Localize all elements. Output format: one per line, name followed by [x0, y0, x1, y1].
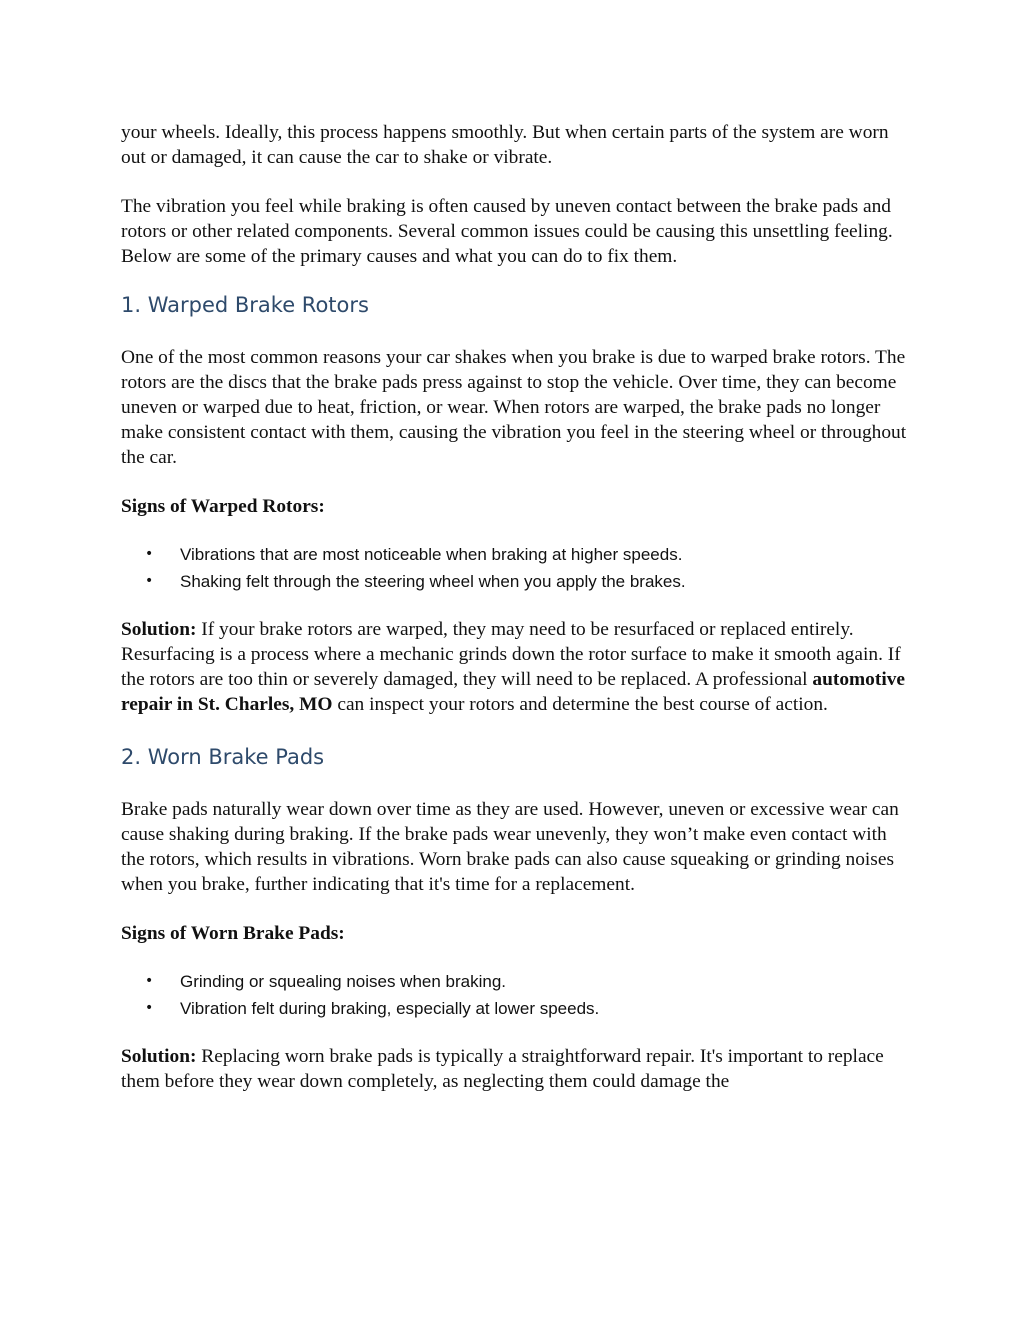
solution-label: Solution:: [121, 619, 197, 640]
list-item: [121, 968, 911, 995]
list-item: [121, 568, 911, 595]
bullet-icon: •: [145, 546, 154, 562]
bullet-icon: •: [145, 1000, 154, 1016]
list-item-text: Grinding or squealing noises when braking.: [180, 972, 507, 991]
warped-rotors-signs-list: [121, 541, 911, 595]
worn-pads-solution: [121, 1044, 911, 1094]
warped-rotors-solution: [121, 617, 911, 717]
solution-text: Replacing worn brake pads is typically a straightforward repair. It's important to replace them before they wear down completely, as neglecting them could damage the: [121, 1046, 884, 1092]
intro-paragraph-2: The vibration you feel while braking is often caused by uneven contact between the brake pads and rotors or other related components. Several common issues could be causing this unsettling feeling. Below are some of the primary causes and what you can do to fix them.: [121, 196, 893, 267]
signs-worn-pads-heading: Signs of Worn Brake Pads:: [121, 923, 345, 944]
signs-warped-rotors-heading: Signs of Warped Rotors:: [121, 496, 325, 517]
list-item: [121, 995, 911, 1022]
bullet-icon: •: [145, 573, 154, 589]
worn-pads-signs-list: [121, 968, 911, 1022]
list-item-text: Vibrations that are most noticeable when braking at higher speeds.: [180, 545, 683, 564]
automotive-repair-link[interactable]: automotive repair in St. Charles, MO: [121, 669, 906, 715]
solution-label: Solution:: [121, 1046, 197, 1067]
worn-pads-paragraph: Brake pads naturally wear down over time as they are used. However, uneven or excessive wear can cause shaking during braking. If the brake pads wear unevenly, they won’t make even contact with the rotors, which results in vibrations. Worn brake pads can also cause squeaking or grinding noises when you brake, further indicating that it's time for a replacement.: [121, 799, 899, 895]
document-page: [121, 120, 911, 1094]
list-item-text: Vibration felt during braking, especially at lower speeds.: [180, 999, 600, 1018]
section-heading-warped-rotors: 1. Warped Brake Rotors: [121, 293, 369, 317]
section-heading-worn-pads: 2. Worn Brake Pads: [121, 745, 325, 769]
bullet-icon: •: [145, 973, 154, 989]
list-item-text: Shaking felt through the steering wheel when you apply the brakes.: [180, 572, 686, 591]
warped-rotors-paragraph: One of the most common reasons your car shakes when you brake is due to warped brake rotors. The rotors are the discs that the brake pads press against to stop the vehicle. Over time, they can become uneven or warped due to heat, friction, or wear. When rotors are warped, the brake pads no longer make consistent contact with them, causing the vibration you feel in the steering wheel or throughout the car.: [121, 347, 907, 468]
list-item: [121, 541, 911, 568]
solution-text: If your brake rotors are warped, they may need to be resurfaced or replaced entirely. Resurfacing is a process where a mechanic grinds down the rotor surface to make it smooth again. If the rotors are too thin or severely damaged, they will need to be replaced. A professional: [121, 619, 901, 690]
solution-text-end: can inspect your rotors and determine the best course of action.: [332, 694, 828, 715]
intro-paragraph-1: your wheels. Ideally, this process happens smoothly. But when certain parts of the system are worn out or damaged, it can cause the car to shake or vibrate.: [121, 122, 889, 168]
